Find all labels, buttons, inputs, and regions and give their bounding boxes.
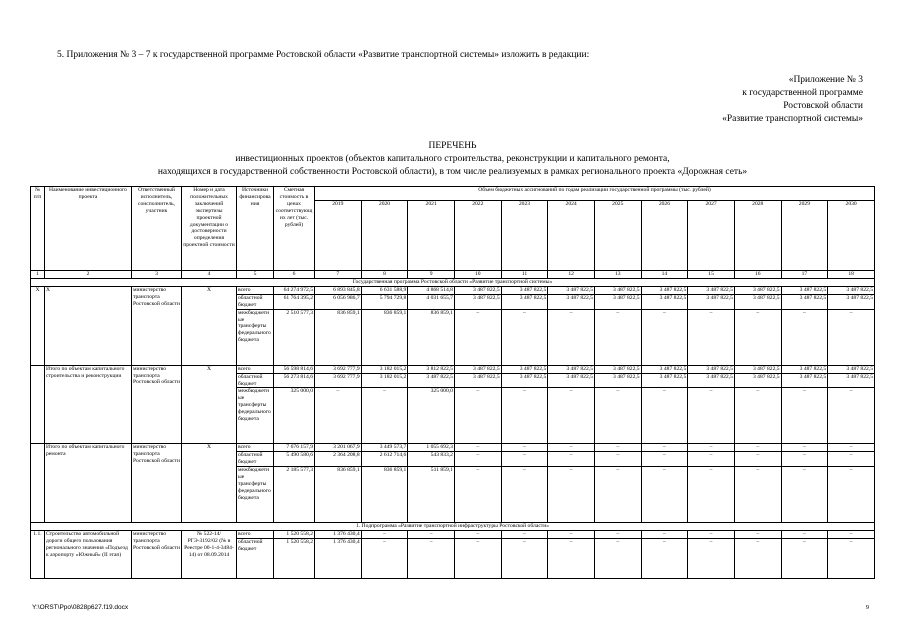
project-responsible: министерство транспорта Ростовской области: [132, 286, 182, 365]
funding-source: всего: [237, 365, 274, 373]
year-value: 543 833,2: [408, 452, 455, 467]
year-value: –: [781, 309, 828, 365]
column-number: 7: [315, 271, 362, 279]
year-value: 836 859,1: [315, 309, 362, 365]
year-value: –: [688, 539, 735, 579]
year-value: 3 487 822,5: [781, 294, 828, 309]
year-value: 6 893 845,8: [315, 286, 362, 294]
year-value: 2 612 714,6: [361, 452, 408, 467]
year-value: 3 487 822,5: [828, 294, 875, 309]
year-value: –: [688, 452, 735, 467]
year-value: –: [594, 452, 641, 467]
year-value: –: [828, 444, 875, 452]
project-number: Х: [31, 286, 45, 365]
year-value: –: [594, 309, 641, 365]
header-year: 2024: [548, 201, 595, 271]
year-value: 3 487 822,5: [688, 365, 735, 373]
project-expertise: Х: [182, 365, 237, 444]
column-number: 2: [45, 271, 132, 279]
project-name: Х: [45, 286, 132, 365]
year-value: –: [501, 452, 548, 467]
funding-source: областной бюджет: [237, 294, 274, 309]
year-value: –: [828, 309, 875, 365]
header-year: 2020: [361, 201, 408, 271]
header-year: 2021: [408, 201, 455, 271]
year-value: 836 859,1: [361, 467, 408, 523]
year-value: –: [734, 309, 781, 365]
funding-source: всего: [237, 444, 274, 452]
header-year: 2027: [688, 201, 735, 271]
year-value: –: [641, 309, 688, 365]
year-value: 2 364 208,8: [315, 452, 362, 467]
header-year: 2030: [828, 201, 875, 271]
projects-table: [30, 186, 875, 579]
header-doc: Номер и дата положительных заключений экспертизы проектной документации о достоверности определения проектной стоимости: [182, 187, 237, 271]
estimated-cost: 5 490 580,6: [274, 452, 315, 467]
year-value: –: [361, 531, 408, 539]
column-number: 16: [734, 271, 781, 279]
estimated-cost: 1 520 558,2: [274, 531, 315, 539]
year-value: –: [548, 539, 595, 579]
header-year: 2029: [781, 201, 828, 271]
project-responsible: министерство транспорта Ростовской области: [132, 531, 182, 579]
year-value: 3 487 822,5: [454, 286, 501, 294]
project-name: Строительство автомобильной дороги общего пользования регионального значения «Подъезд к аэропорту «Южный» (II этап): [45, 531, 132, 579]
year-value: –: [781, 467, 828, 523]
appendix-line: «Развитие транспортной системы»: [722, 114, 863, 124]
estimated-cost: 56 598 814,6: [274, 365, 315, 373]
year-value: 3 487 822,5: [781, 373, 828, 388]
year-value: –: [548, 444, 595, 452]
estimated-cost: 1 520 558,2: [274, 539, 315, 579]
year-value: 1 055 692,3: [408, 444, 455, 452]
header-year: 2022: [454, 201, 501, 271]
year-value: –: [594, 531, 641, 539]
year-value: –: [688, 309, 735, 365]
section-subprogram: 1. Подпрограмма «Развитие транспортной инфраструктуры Ростовской области»: [31, 523, 875, 531]
year-value: 3 812 822,5: [408, 365, 455, 373]
year-value: 3 487 822,5: [828, 365, 875, 373]
year-value: –: [688, 388, 735, 444]
estimated-cost: 64 274 972,5: [274, 286, 315, 294]
header-volume: Объем бюджетных ассигнований по годам реализации государственной программы (тыс. рублей): [315, 187, 875, 201]
year-value: –: [734, 444, 781, 452]
year-value: –: [781, 539, 828, 579]
year-value: –: [315, 388, 362, 444]
funding-source: межбюджетные трансферты федерального бюджета: [237, 309, 274, 365]
year-value: 3 487 822,5: [548, 373, 595, 388]
year-value: –: [641, 539, 688, 579]
year-value: –: [734, 452, 781, 467]
header-cost: Сметная стоимость в ценах соответствующих лет (тыс. рублей): [274, 187, 315, 271]
year-value: –: [828, 539, 875, 579]
year-value: 511 859,1: [408, 467, 455, 523]
year-value: –: [361, 388, 408, 444]
header-src: Источники финансирования: [237, 187, 274, 271]
column-number: 18: [828, 271, 875, 279]
year-value: 3 487 822,5: [594, 286, 641, 294]
year-value: –: [594, 444, 641, 452]
column-number: 10: [454, 271, 501, 279]
funding-source: областной бюджет: [237, 373, 274, 388]
project-number: [31, 444, 45, 523]
column-number: 8: [361, 271, 408, 279]
project-number: 1.1.: [31, 531, 45, 579]
year-value: 3 182 015,2: [361, 373, 408, 388]
table-row: [31, 531, 875, 539]
estimated-cost: 2 185 577,3: [274, 467, 315, 523]
year-value: 3 487 822,5: [548, 365, 595, 373]
year-value: –: [361, 539, 408, 579]
year-value: –: [454, 531, 501, 539]
year-value: 836 859,1: [315, 467, 362, 523]
year-value: 3 487 822,5: [734, 373, 781, 388]
year-value: 4 868 514,8: [408, 286, 455, 294]
year-value: 3 487 822,5: [828, 373, 875, 388]
section-program: Государственная программа Ростовской области «Развитие транспортной системы»: [31, 278, 875, 286]
year-value: 3 487 822,5: [734, 286, 781, 294]
header-year: 2023: [501, 201, 548, 271]
table-row: [31, 365, 875, 373]
year-value: 1 376 430,4: [315, 531, 362, 539]
column-number: 5: [237, 271, 274, 279]
appendix-line: Ростовской области: [783, 101, 863, 111]
funding-source: межбюджетные трансферты федерального бюджета: [237, 388, 274, 444]
year-value: –: [454, 309, 501, 365]
year-value: 3 182 015,2: [361, 365, 408, 373]
appendix-caption: [643, 74, 863, 126]
year-value: 3 487 822,5: [454, 294, 501, 309]
year-value: –: [594, 467, 641, 523]
year-value: –: [501, 444, 548, 452]
year-value: –: [548, 531, 595, 539]
estimated-cost: 56 273 814,6: [274, 373, 315, 388]
year-value: –: [641, 444, 688, 452]
year-value: –: [828, 467, 875, 523]
funding-source: всего: [237, 286, 274, 294]
year-value: 3 487 822,5: [828, 286, 875, 294]
year-value: –: [734, 388, 781, 444]
intro-text: 5. Приложения № 3 – 7 к государственной программе Ростовской области «Развитие транспортной системы» изложить в редакции:: [57, 50, 590, 60]
year-value: 3 487 822,5: [548, 286, 595, 294]
header-year: 2019: [315, 201, 362, 271]
year-value: 3 487 822,5: [501, 365, 548, 373]
year-value: 3 692 777,9: [315, 365, 362, 373]
header-resp: Ответственный исполнитель, соисполнитель, участник: [132, 187, 182, 271]
column-number: 1: [31, 271, 45, 279]
header-year: 2025: [594, 201, 641, 271]
year-value: –: [688, 467, 735, 523]
project-expertise: № 522-14/РГЭ-3192/02 (№ в Реестре 00-1-4-3484-14) от 08.09.2014: [182, 531, 237, 579]
year-value: –: [501, 309, 548, 365]
year-value: –: [828, 452, 875, 467]
year-value: 325 000,0: [408, 388, 455, 444]
year-value: 1 376 430,4: [315, 539, 362, 579]
project-responsible: министерство транспорта Ростовской области: [132, 365, 182, 444]
year-value: 3 487 822,5: [688, 373, 735, 388]
column-number: 17: [781, 271, 828, 279]
year-value: –: [501, 388, 548, 444]
footer-file-path: Y:\ORST\Ppo\0828p627.f19.docx: [32, 604, 129, 611]
doc-subtitle-1: инвестиционных проектов (объектов капитального строительства, реконструкции и капитального ремонта,: [235, 154, 670, 164]
year-value: 3 487 822,5: [641, 286, 688, 294]
year-value: 3 487 822,5: [641, 373, 688, 388]
funding-source: всего: [237, 531, 274, 539]
year-value: –: [781, 452, 828, 467]
year-value: –: [641, 388, 688, 444]
year-value: –: [408, 531, 455, 539]
year-value: –: [454, 452, 501, 467]
year-value: 6 056 986,7: [315, 294, 362, 309]
year-value: 836 859,1: [408, 309, 455, 365]
column-number: 15: [688, 271, 735, 279]
year-value: –: [594, 388, 641, 444]
column-number: 11: [501, 271, 548, 279]
estimated-cost: 2 510 577,3: [274, 309, 315, 365]
year-value: 3 487 822,5: [641, 365, 688, 373]
year-value: 3 449 573,7: [361, 444, 408, 452]
doc-subtitle-2: находящихся в государственной собственности Ростовской области), в том числе реализуемых в рамках регионального проекта «Дорожная сеть»: [157, 167, 748, 177]
year-value: 3 487 822,5: [594, 365, 641, 373]
year-value: –: [641, 452, 688, 467]
column-number: 3: [132, 271, 182, 279]
year-value: –: [781, 531, 828, 539]
year-value: –: [548, 388, 595, 444]
year-value: –: [548, 452, 595, 467]
year-value: –: [594, 539, 641, 579]
year-value: –: [548, 309, 595, 365]
year-value: –: [548, 467, 595, 523]
year-value: 6 631 588,9: [361, 286, 408, 294]
estimated-cost: 325 000,0: [274, 388, 315, 444]
column-number: 4: [182, 271, 237, 279]
estimated-cost: 7 676 157,9: [274, 444, 315, 452]
project-expertise: Х: [182, 286, 237, 365]
year-value: 3 487 822,5: [781, 365, 828, 373]
project-responsible: министерство транспорта Ростовской области: [132, 444, 182, 523]
project-name: Итого по объектам капитального ремонта: [45, 444, 132, 523]
appendix-line: «Приложение № 3: [788, 75, 863, 85]
year-value: 3 487 822,5: [734, 294, 781, 309]
appendix-line: к государственной программе: [742, 88, 863, 98]
year-value: 3 692 777,9: [315, 373, 362, 388]
header-year: 2028: [734, 201, 781, 271]
year-value: 3 487 822,5: [501, 294, 548, 309]
header-name: Наименование инвестиционного проекта: [45, 187, 132, 271]
year-value: –: [501, 531, 548, 539]
project-number: [31, 365, 45, 444]
year-value: 4 031 655,7: [408, 294, 455, 309]
year-value: –: [734, 531, 781, 539]
year-value: –: [688, 444, 735, 452]
column-number: 14: [641, 271, 688, 279]
year-value: –: [454, 539, 501, 579]
year-value: 3 487 822,5: [408, 373, 455, 388]
year-value: 3 487 822,5: [688, 294, 735, 309]
year-value: 3 487 822,5: [501, 373, 548, 388]
doc-title: ПЕРЕЧЕНЬ: [428, 141, 477, 151]
estimated-cost: 61 764 395,2: [274, 294, 315, 309]
header-year: 2026: [641, 201, 688, 271]
year-value: –: [828, 388, 875, 444]
year-value: 3 487 822,5: [734, 365, 781, 373]
year-value: 836 859,1: [361, 309, 408, 365]
funding-source: межбюджетные трансферты федерального бюджета: [237, 467, 274, 523]
project-expertise: Х: [182, 444, 237, 523]
year-value: 3 487 822,5: [641, 294, 688, 309]
column-number: 6: [274, 271, 315, 279]
year-value: –: [408, 539, 455, 579]
year-value: –: [454, 444, 501, 452]
table-row: [31, 444, 875, 452]
year-value: 3 487 822,5: [781, 286, 828, 294]
year-value: –: [828, 531, 875, 539]
page-number: 9: [865, 604, 869, 611]
table-row: [31, 286, 875, 294]
year-value: –: [454, 388, 501, 444]
year-value: –: [501, 539, 548, 579]
year-value: –: [734, 467, 781, 523]
column-number: 12: [548, 271, 595, 279]
year-value: 3 487 822,5: [688, 286, 735, 294]
year-value: 3 487 822,5: [548, 294, 595, 309]
year-value: –: [688, 531, 735, 539]
year-value: 3 487 822,5: [454, 365, 501, 373]
funding-source: областной бюджет: [237, 539, 274, 579]
year-value: 3 487 822,5: [501, 286, 548, 294]
year-value: 3 487 822,5: [594, 373, 641, 388]
year-value: –: [641, 531, 688, 539]
year-value: 3 487 822,5: [454, 373, 501, 388]
year-value: –: [781, 444, 828, 452]
year-value: 3 487 822,5: [594, 294, 641, 309]
project-name: Итого по объектам капитального строительства и реконструкции: [45, 365, 132, 444]
year-value: –: [734, 539, 781, 579]
column-number: 9: [408, 271, 455, 279]
year-value: –: [781, 388, 828, 444]
year-value: 3 201 067,9: [315, 444, 362, 452]
header-num: № п/п: [31, 187, 45, 271]
year-value: –: [641, 467, 688, 523]
year-value: 5 794 729,8: [361, 294, 408, 309]
year-value: –: [501, 467, 548, 523]
funding-source: областной бюджет: [237, 452, 274, 467]
column-number: 13: [594, 271, 641, 279]
year-value: –: [454, 467, 501, 523]
